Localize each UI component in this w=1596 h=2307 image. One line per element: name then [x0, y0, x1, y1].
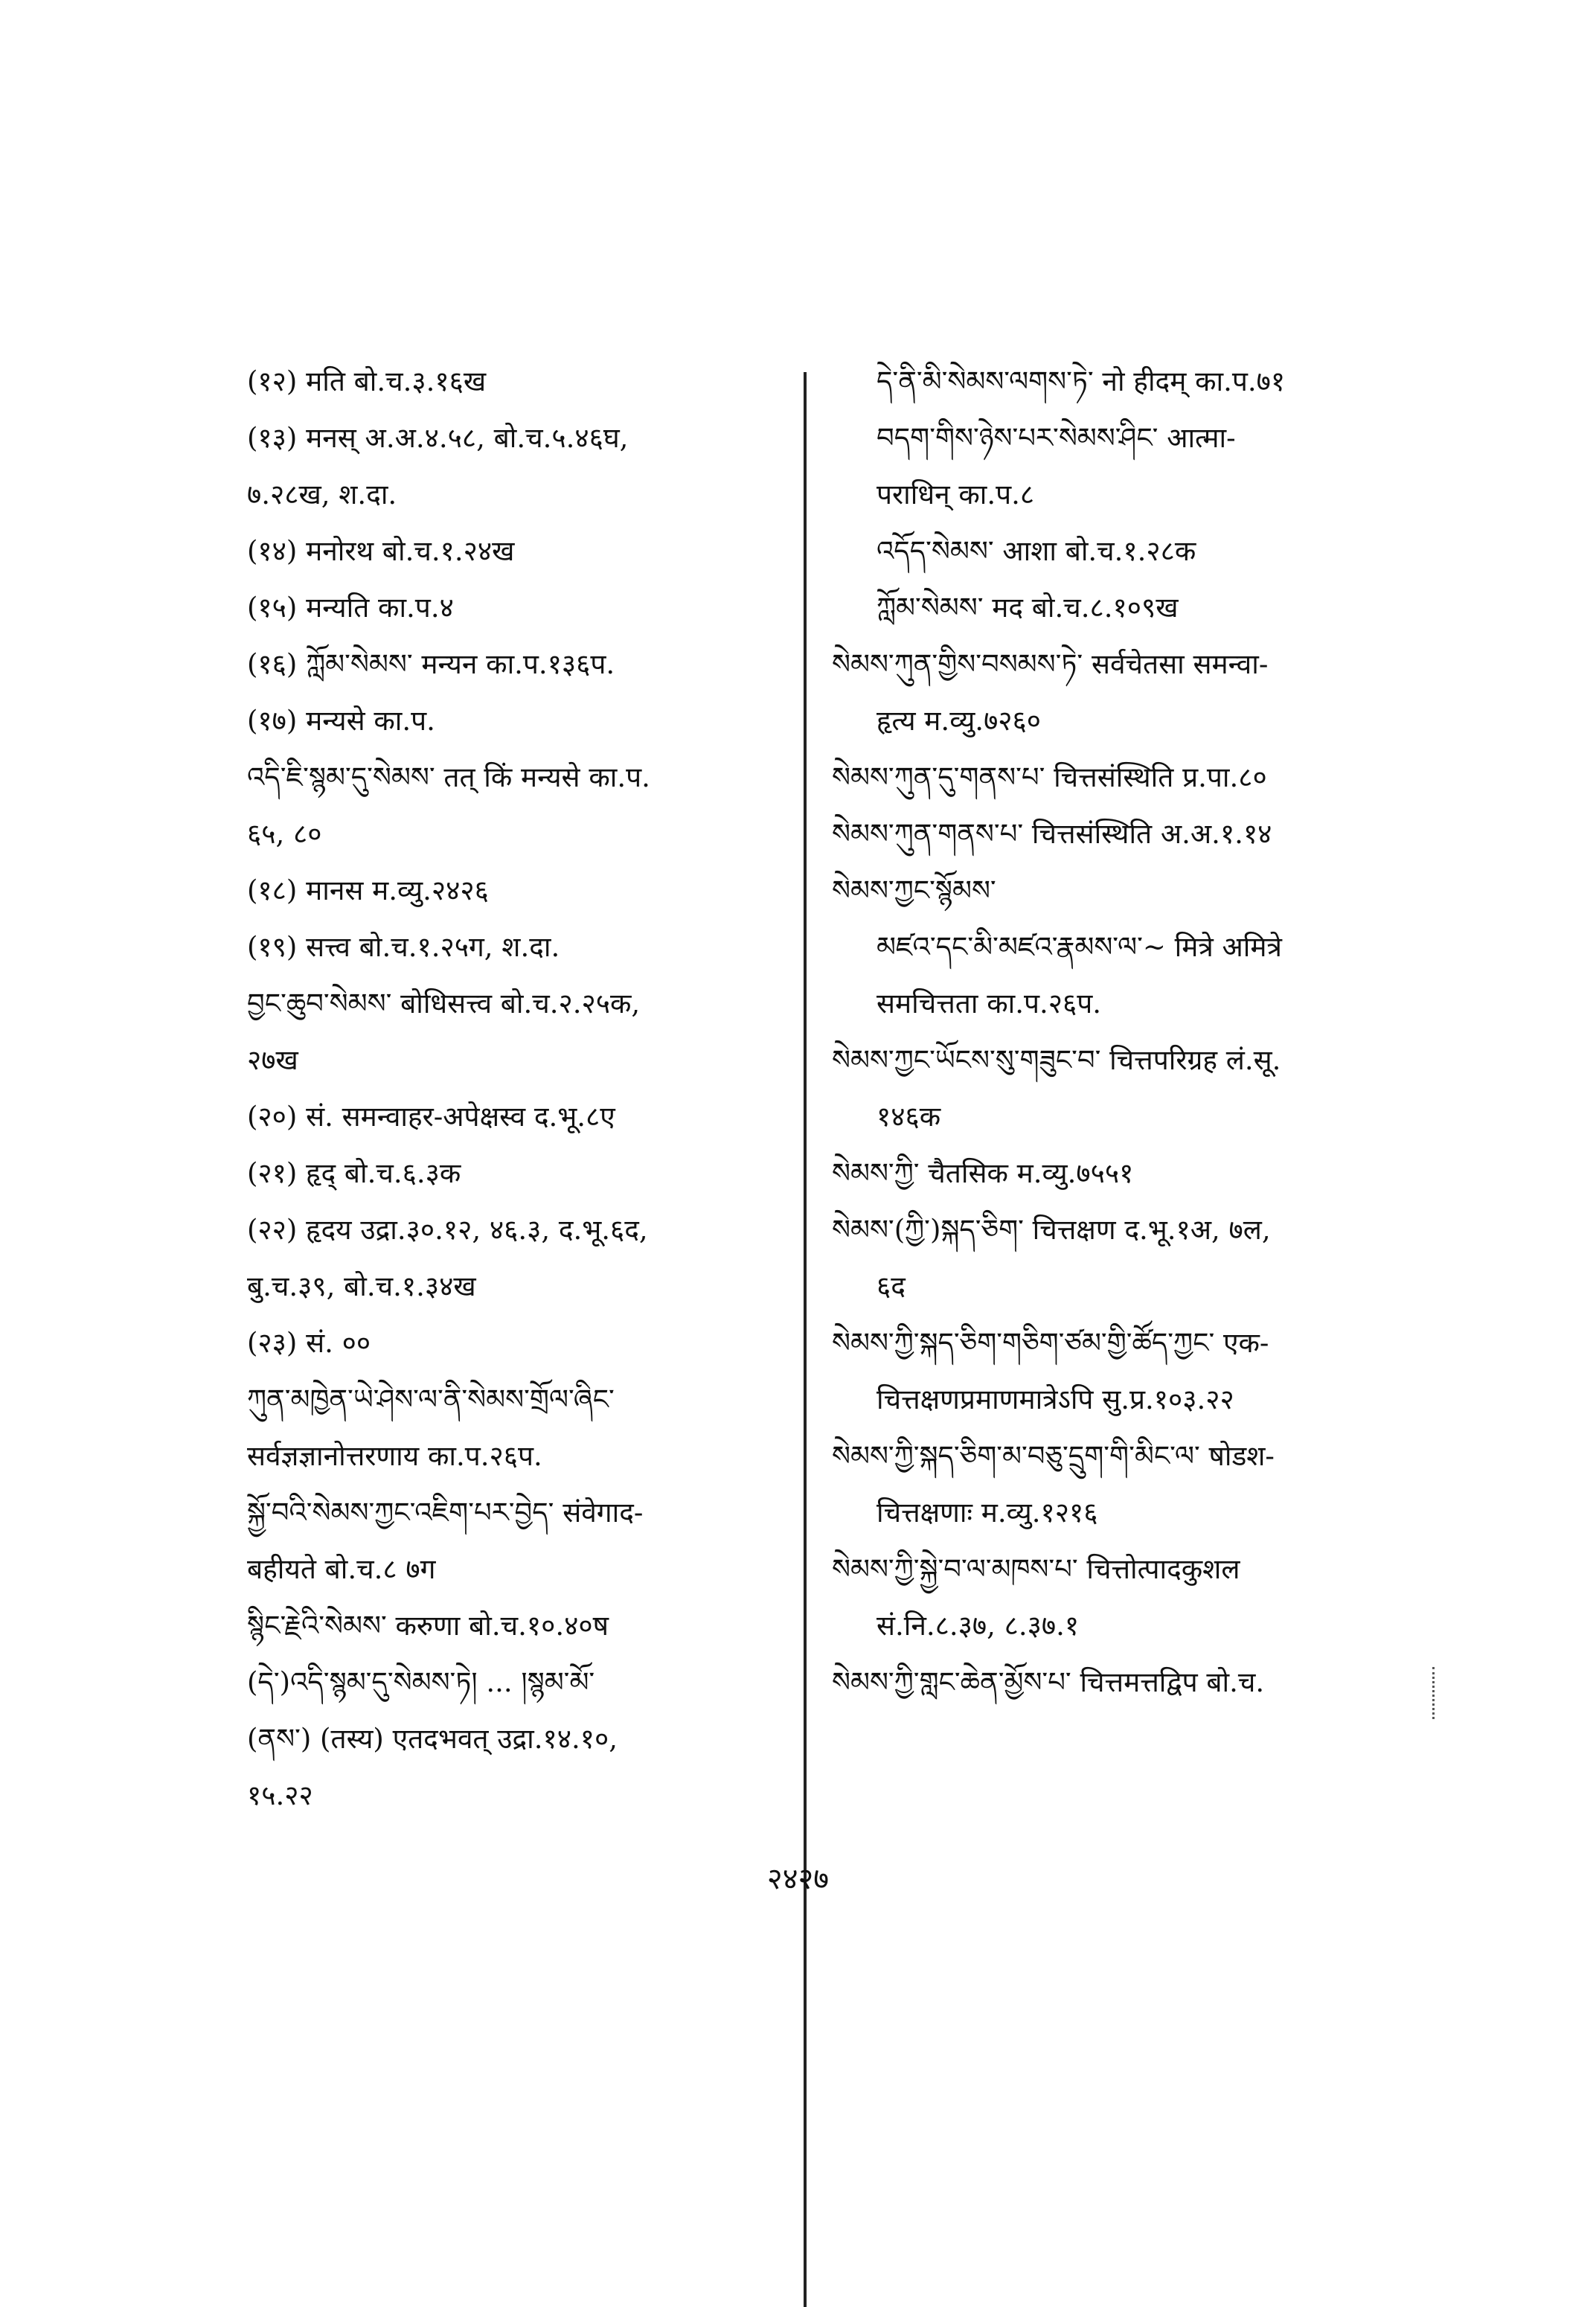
- entry-line: སེམས་ཀུན་དུ་གནས་པ་ चित्तसंस्थिति प्र.पा.८०: [832, 761, 1267, 793]
- entry-line: २७ख: [247, 1044, 298, 1076]
- entry-line: (१५) मन्यति का.प.४: [247, 592, 454, 624]
- entry-line: སེམས་ཀྱི་གླང་ཆེན་མྱོས་པ་ चित्तमत्तद्विप बो.च.: [832, 1666, 1265, 1698]
- entry-line: सर्वज्ञज्ञानोत्तरणाय का.प.२६प.: [247, 1440, 542, 1472]
- entry-line: १४६क: [876, 1101, 941, 1133]
- entry-line: सं.नि.८.३७, ८.३७.१: [876, 1610, 1080, 1642]
- entry-line: བྱང་ཆུབ་སེམས་ बोधिसत्त्व बो.च.२.२५क,: [247, 988, 641, 1020]
- entry-line: (१२) मति बो.च.३.१६ख: [247, 365, 487, 397]
- left-column: [247, 365, 783, 1835]
- entry-line: चित्तक्षणाः म.व्यु.१२१६: [876, 1497, 1098, 1529]
- entry-line: འདི་ཇི་སྙམ་དུ་སེམས་ तत् किं मन्यसे का.प.: [247, 761, 650, 793]
- entry-line: སེམས་ཀྱི་སྐད་ཅིག་གཅིག་ཙམ་གྱི་ཚོད་ཀྱང་ एक-: [832, 1327, 1269, 1359]
- entry-line: (१७) मन्यसे का.प.: [247, 705, 435, 737]
- entry-line: འདོད་སེམས་ आशा बो.च.१.२८क: [876, 535, 1196, 567]
- entry-line: (१४) मनोरथ बो.च.१.२४ख: [247, 535, 515, 567]
- entry-line: (२३) सं. ००: [247, 1327, 371, 1359]
- entry-line: སྐྱོ་བའི་སེམས་ཀྱང་འཇིག་པར་བྱེད་ संवेगाद-: [247, 1497, 644, 1529]
- entry-line: ཀློམ་སེམས་ मद बो.च.८.१०९ख: [876, 592, 1179, 624]
- entry-line: བདག་གིས་ཉེས་པར་སེམས་ཤིང་ आत्मा-: [876, 422, 1236, 454]
- entry-line: (དེ་)འདི་སྙམ་དུ་སེམས་ཏེ། ... །སྙམ་མོ་: [247, 1666, 595, 1698]
- right-column: [832, 365, 1442, 1722]
- page-number: २४२७: [766, 1862, 830, 1896]
- entry-line: ६द: [876, 1270, 906, 1302]
- entry-line: སེམས་ཀྱི་སྐྱེ་བ་ལ་མཁས་པ་ चित्तोत्पादकुशल: [832, 1553, 1240, 1585]
- entry-line: སེམས་ཀྱི་ चैतसिक म.व्यु.७५५१: [832, 1157, 1134, 1189]
- entry-line: (१९) सत्त्व बो.च.१.२५ग, श.दा.: [247, 931, 560, 963]
- entry-line: (२१) हृद् बो.च.६.३क: [247, 1157, 461, 1189]
- margin-dots: [1432, 1667, 1438, 1719]
- entry-line: སེམས་(ཀྱི་)སྐད་ཅིག་ चित्तक्षण द.भू.१अ, ७ल,: [832, 1214, 1271, 1246]
- entry-line: སེམས་ཀུན་གནས་པ་ चित्तसंस्थिति अ.अ.१.१४: [832, 818, 1272, 850]
- entry-line: སེམས་ཀྱང་སྙོམས་: [832, 874, 996, 906]
- entry-line: མཛའ་དང་མི་མཛའ་རྣམས་ལ་~ मित्रे अमित्रे: [876, 931, 1282, 963]
- entry-line: चित्तक्षणप्रमाणमात्रेऽपि सु.प्र.१०३.२२: [876, 1383, 1234, 1415]
- entry-line: ६५, ८०: [247, 818, 322, 850]
- entry-line: སེམས་ཀུན་གྱིས་བསམས་ཏེ་ सर्वचेतसा समन्वा-: [832, 648, 1269, 680]
- entry-line: (१६) ཀློམ་སེམས་ मन्यन का.प.१३६प.: [247, 648, 615, 680]
- entry-line: ७.२८ख, श.दा.: [247, 479, 397, 511]
- entry-line: पराधिन् का.प.८: [876, 479, 1035, 511]
- entry-line: हृत्य म.व्यु.७२६०: [876, 705, 1042, 737]
- entry-line: སྙིང་རྗེའི་སེམས་ करुणा बो.च.१०.४०ष: [247, 1610, 609, 1642]
- entry-line: (ནས་) (तस्य) एतदभवत् उद्रा.१४.१०,: [247, 1723, 618, 1755]
- entry-line: (१३) मनस् अ.अ.४.५८, बो.च.५.४६घ,: [247, 422, 629, 454]
- entry-line: སེམས་ཀྱི་སྐད་ཅིག་མ་བཅུ་དྲུག་གི་མིང་ལ་ षोडश-: [832, 1440, 1275, 1472]
- entry-line: १५.२२: [247, 1779, 313, 1811]
- entry-line: (२०) सं. समन्वाहर-अपेक्षस्व द.भू.८ए: [247, 1101, 615, 1133]
- entry-line: (१८) मानस म.व्यु.२४२६: [247, 874, 489, 906]
- entry-line: (२२) हृदय उद्रा.३०.१२, ४६.३, द.भू.६द,: [247, 1214, 648, 1246]
- entry-line: बहीयते बो.च.८ ७ग: [247, 1553, 436, 1585]
- entry-line: समचित्तता का.प.२६प.: [876, 988, 1102, 1020]
- entry-line: སེམས་ཀྱང་ཡོངས་སུ་གཟུང་བ་ चित्तपरिग्रह लं.सू.: [832, 1044, 1281, 1076]
- entry-line: बु.च.३९, बो.च.१.३४ख: [247, 1270, 476, 1302]
- entry-line: དེ་ནི་མི་སེམས་ལགས་ཏེ་ नो हीदम् का.प.७१: [876, 365, 1286, 397]
- entry-line: ཀུན་མཁྱེན་ཡེ་ཤེས་ལ་ནི་སེམས་གྲོལ་ཞིང་: [247, 1383, 615, 1415]
- column-divider: [804, 372, 807, 2307]
